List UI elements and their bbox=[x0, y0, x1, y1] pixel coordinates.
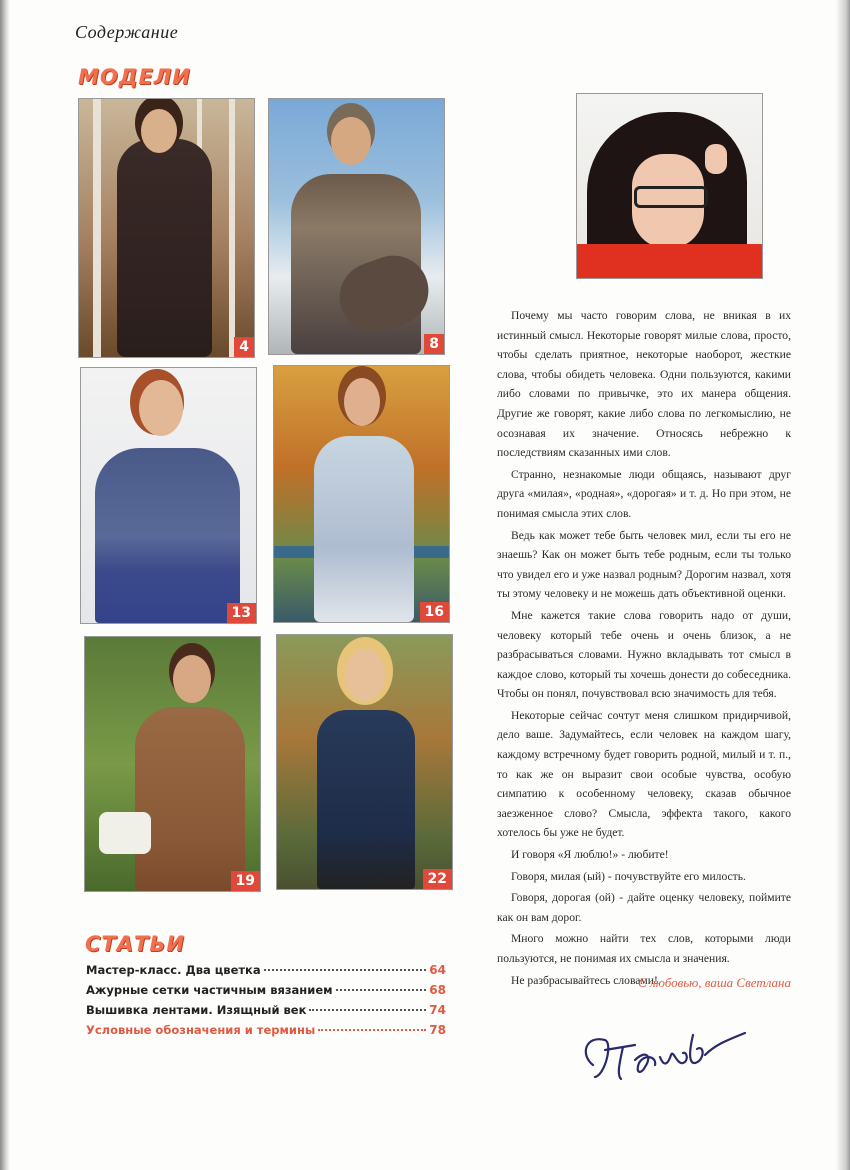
editor-portrait bbox=[576, 93, 763, 279]
article-page-number: 78 bbox=[429, 1023, 446, 1037]
handbag bbox=[99, 812, 151, 854]
dot-leader bbox=[264, 969, 427, 971]
dot-leader bbox=[309, 1009, 426, 1011]
model-figure bbox=[95, 448, 240, 623]
dot-leader bbox=[336, 989, 427, 991]
model-photo[interactable] bbox=[84, 636, 261, 892]
model-photo[interactable] bbox=[276, 634, 453, 890]
page-number-badge: 19 bbox=[231, 871, 260, 891]
glasses-icon bbox=[634, 186, 708, 208]
editorial-paragraph: Много можно найти тех слов, которыми люди пользуются, не понимая их смысла и значения. bbox=[497, 932, 791, 965]
model-head bbox=[345, 649, 385, 701]
editorial-signoff: С любовью, ваша Светлана bbox=[638, 975, 791, 990]
model-figure bbox=[314, 436, 414, 622]
editorial-paragraph: Не разбрасывайтесь словами! bbox=[511, 973, 658, 987]
portrait-red-top bbox=[577, 244, 762, 279]
model-figure bbox=[317, 710, 415, 889]
dot-leader bbox=[318, 1029, 426, 1031]
model-head bbox=[344, 378, 380, 426]
page-number-badge: 8 bbox=[424, 334, 444, 354]
articles-list bbox=[86, 963, 446, 1043]
page-title: Содержание bbox=[75, 22, 179, 42]
article-title: Ажурные сетки частичным вязанием bbox=[86, 983, 333, 997]
page-number-badge: 4 bbox=[234, 337, 254, 357]
models-heading: МОДЕЛИ bbox=[78, 65, 191, 89]
page-number-badge: 22 bbox=[423, 869, 452, 889]
editorial-paragraph: Говоря, милая (ый) - почувствуйте его милость. bbox=[511, 869, 746, 883]
editorial-paragraph: Странно, незнакомые люди общаясь, называют друг друга «милая», «родная», «дорогая» и т. д. Но при этом, не понимая смысла этих слов. bbox=[497, 467, 791, 520]
editorial-paragraph: Ведь как может тебе быть человек мил, если ты его не знаешь? Как он может быть тебе родным, если ты только что увидел его и уже назвал родным? Дорогим назвал, хотя ты этому человеку и не можешь дать объективной оценки. bbox=[497, 528, 791, 601]
article-entry[interactable] bbox=[86, 963, 446, 983]
page-number-badge: 13 bbox=[227, 603, 256, 623]
editorial-paragraph: Некоторые сейчас сочтут меня слишком придирчивой, дело ваше. Задумайтесь, если человек на каждом шагу, каждому встречному будет говорить родной, милый и т. п., то как же он выразит свои особые чувства, особую симпатию к особенному человеку, сказав обычное заезженное слово? Смысла, эффекта такого, какого хотелось бы уже не будет. bbox=[497, 708, 791, 840]
page-edge bbox=[836, 0, 850, 1170]
page-number-badge: 16 bbox=[420, 602, 449, 622]
article-title: Условные обозначения и термины bbox=[86, 1023, 316, 1037]
articles-heading: СТАТЬИ bbox=[85, 932, 185, 956]
article-entry[interactable] bbox=[86, 1003, 446, 1023]
model-head bbox=[331, 117, 371, 165]
birch-trunk bbox=[229, 99, 235, 357]
editorial-paragraph: Говоря, дорогая (ой) - дайте оценку человеку, поймите как он вам дорог. bbox=[497, 891, 791, 924]
model-photo[interactable] bbox=[80, 367, 257, 624]
model-head bbox=[173, 655, 211, 703]
model-photo[interactable] bbox=[268, 98, 445, 355]
binding-gutter bbox=[0, 0, 10, 1170]
birch-trunk bbox=[93, 99, 101, 357]
article-title: Мастер-класс. Два цветка bbox=[86, 963, 261, 977]
model-figure bbox=[117, 139, 212, 357]
article-entry[interactable] bbox=[86, 983, 446, 1003]
model-head bbox=[139, 380, 183, 436]
editorial-paragraph: Почему мы часто говорим слова, не вникая в их истинный смысл. Некоторые говорят милые слова, просто, чтобы сделать приятное, некоторые наоборот, жесткие слова, чтобы обидеть человека. Одни пользуются, какими либо словами по привычке, это их манера общения. Другие же говорят, какие либо слова по легкомыслию, не осознавая их значение. Относясь небрежно к последствиям сказанных ими слов. bbox=[497, 309, 791, 460]
model-head bbox=[141, 109, 177, 153]
model-photo[interactable] bbox=[78, 98, 255, 358]
editorial-text bbox=[497, 306, 791, 992]
article-title: Вышивка лентами. Изящный век bbox=[86, 1003, 307, 1017]
article-page-number: 68 bbox=[429, 983, 446, 997]
signature-icon bbox=[575, 1005, 755, 1090]
model-figure bbox=[135, 707, 245, 891]
article-page-number: 64 bbox=[429, 963, 446, 977]
article-page-number: 74 bbox=[429, 1003, 446, 1017]
portrait-hand bbox=[705, 144, 727, 174]
editorial-paragraph: И говоря «Я люблю!» - любите! bbox=[511, 848, 669, 862]
article-entry[interactable] bbox=[86, 1023, 446, 1043]
model-photo[interactable] bbox=[273, 365, 450, 623]
editorial-paragraph: Мне кажется такие слова говорить надо от души, человеку который тебе очень и очень близок, а не разбрасываться словами. Нужно вкладывать тот смысл в каждое слово, который ты хочешь донести до собеседника. Чтобы он понял, почувствовал всю значимость для тебя. bbox=[497, 608, 791, 701]
